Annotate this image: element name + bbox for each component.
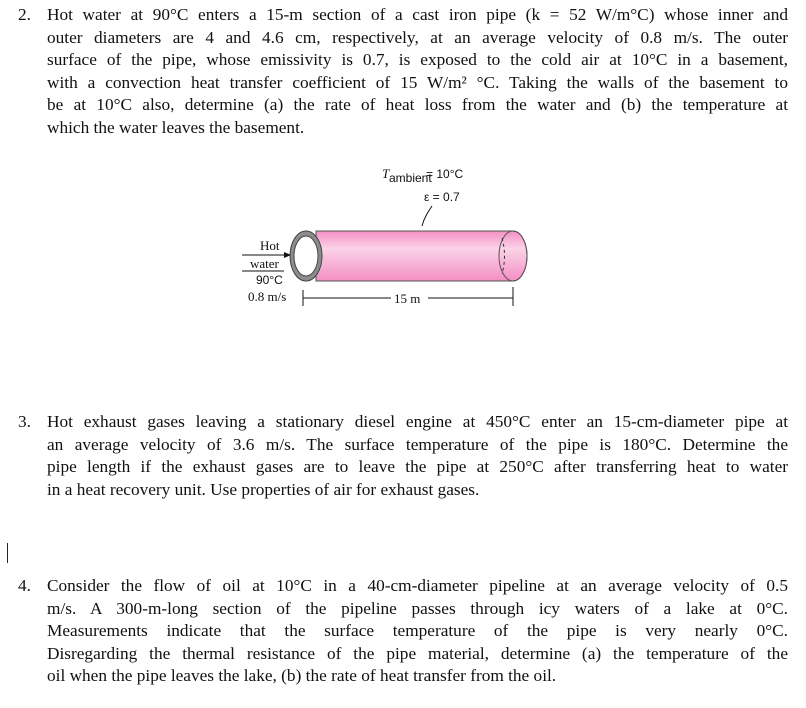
text-line: which the water leaves the basement. xyxy=(47,117,305,137)
text-line: m/s. A 300-m-long section of the pipeline passes through icy waters of a lake at 0°C. xyxy=(47,598,788,618)
pipe-diagram xyxy=(236,160,546,310)
problem-2 xyxy=(18,4,788,139)
hot-label: Hot xyxy=(260,238,280,253)
text-line: Disregarding the thermal resistance of the pipe material, determine (a) the temperature of the xyxy=(47,643,788,663)
t-ambient-symbol: T xyxy=(382,166,390,181)
problem-3 xyxy=(18,411,788,501)
emissivity-pointer xyxy=(422,206,432,226)
problem-number: 3. xyxy=(18,412,31,431)
problem-text xyxy=(47,575,788,688)
text-line: in a heat recovery unit. Use properties of air for exhaust gases. xyxy=(47,479,480,499)
text-line: be at 10°C also, determine (a) the rate of heat loss from the water and (b) the temperature at xyxy=(47,95,788,114)
length-label: 15 m xyxy=(394,291,421,306)
t-ambient-subscript: ambient xyxy=(389,171,432,185)
text-line: Consider the flow of oil at 10°C in a 40-cm-diameter pipeline at an average velocity of 0.5 xyxy=(47,576,788,595)
text-line: Hot exhaust gases leaving a stationary diesel engine at 450°C enter an 15-cm-diameter pipe at xyxy=(47,412,788,431)
pipe-figure xyxy=(236,160,546,310)
velocity-label: 0.8 m/s xyxy=(248,289,287,304)
text-line: an average velocity of 3.6 m/s. The surface temperature of the pipe is 180°C. Determine the xyxy=(47,434,788,454)
water-label: water xyxy=(250,256,279,271)
problem-number: 4. xyxy=(18,576,31,595)
problem-text xyxy=(47,4,788,139)
problem-text xyxy=(47,411,788,501)
text-line: outer diameters are 4 and 4.6 cm, respectively, at an average velocity of 0.8 m/s. The outer xyxy=(47,27,788,47)
text-line: pipe length if the exhaust gases are to leave the pipe at 250°C after transferring heat to water xyxy=(47,457,788,476)
text-line: oil when the pipe leaves the lake, (b) the rate of heat transfer from the oil. xyxy=(47,666,557,685)
problem-number: 2. xyxy=(18,5,31,24)
problem-4 xyxy=(18,575,788,688)
pipe-inlet-bore xyxy=(294,236,318,276)
text-line: with a convection heat transfer coefficient of 15 W/m² °C. Taking the walls of the basement to xyxy=(47,72,788,92)
text-line: Measurements indicate that the surface temperature of the pipe is very nearly 0°C. xyxy=(47,621,788,640)
t-ambient-value: = 10°C xyxy=(426,167,464,181)
temperature-label: 90°C xyxy=(256,273,283,287)
text-line: surface of the pipe, whose emissivity is 0.7, is exposed to the cold air at 10°C in a basement, xyxy=(47,50,788,69)
text-cursor xyxy=(7,543,8,563)
text-line: Hot water at 90°C enters a 15-m section of a cast iron pipe (k = 52 W/m°C) whose inner and xyxy=(47,5,788,24)
emissivity-label: ε = 0.7 xyxy=(424,190,460,204)
pipe-body xyxy=(316,231,527,281)
